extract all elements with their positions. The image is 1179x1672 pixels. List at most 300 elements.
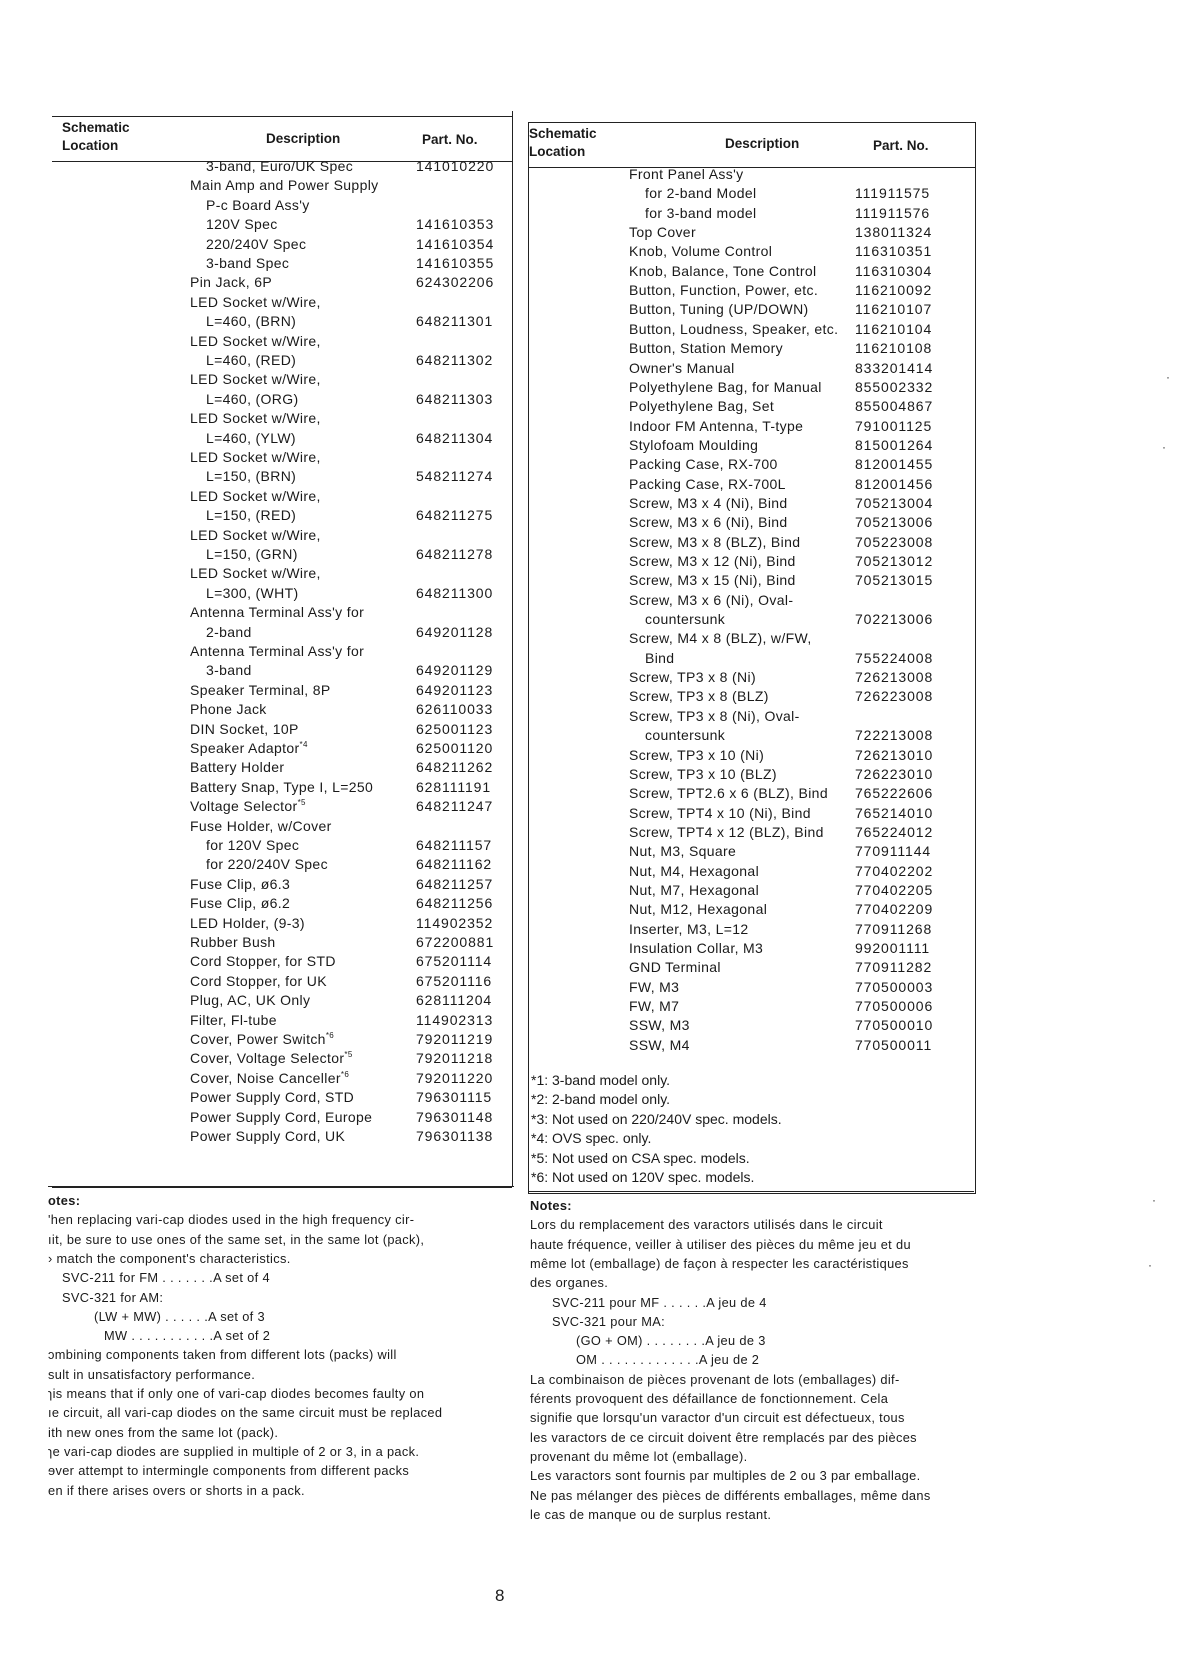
part-description: Packing Case, RX-700 (629, 456, 778, 473)
part-description: FW, M3 (629, 978, 680, 995)
header-part-no: Part. No. (873, 138, 929, 153)
footnote: *2: 2-band model only. (531, 1091, 671, 1108)
table-row (52, 991, 512, 1010)
part-description: Screw, TP3 x 10 (BLZ) (629, 765, 777, 782)
note-line: Lors du remplacement des varactors utilisés dans le circuit (530, 1217, 883, 1233)
note-line: La combinaison de pièces provenant de lots (emballages) dif- (530, 1371, 900, 1387)
part-number: 770402202 (855, 862, 934, 879)
part-description: LED Socket w/Wire, (190, 410, 321, 427)
part-description: Antenna Terminal Ass'y for (190, 604, 365, 621)
part-number: 770500010 (855, 1017, 934, 1034)
part-number: 675201116 (416, 972, 493, 989)
part-number: 138011324 (855, 224, 933, 241)
part-number: 116210107 (855, 301, 933, 318)
note-line: sult in unsatisfactory performance. (48, 1366, 256, 1382)
part-number: 705213015 (855, 572, 934, 589)
part-description: 3-band, Euro/UK Spec (206, 158, 354, 174)
part-description: Screw, M3 x 4 (Ni), Bind (629, 494, 788, 511)
part-description: Power Supply Cord, Europe (190, 1108, 373, 1125)
part-number: 812001456 (855, 475, 934, 492)
table-row (529, 958, 975, 977)
note-line: ith new ones from the same lot (pack). (48, 1424, 279, 1440)
part-description: GND Terminal (629, 959, 721, 976)
scan-speck: · (1152, 1193, 1156, 1207)
part-description: Button, Tuning (UP/DOWN) (629, 301, 809, 318)
part-description: 2-band (206, 623, 252, 640)
part-number: 705213004 (855, 494, 934, 511)
table-row (529, 881, 975, 900)
table-row (529, 300, 975, 319)
part-number: 626110033 (416, 701, 494, 718)
table-row (529, 591, 975, 610)
note-line: OM . . . . . . . . . . . . .A jeu de 2 (576, 1352, 760, 1368)
table-row (52, 720, 512, 739)
note-line: des organes. (530, 1275, 609, 1291)
part-description: Screw, M4 x 8 (BLZ), w/FW, (629, 630, 812, 647)
table-row (52, 933, 512, 952)
part-description: Fuse Holder, w/Cover (190, 817, 332, 834)
table-row (52, 370, 512, 389)
header-schematic-location: Schematic Location (62, 120, 130, 153)
part-description: L=150, (GRN) (206, 546, 298, 562)
note-line: SVC-211 for FM . . . . . . .A set of 4 (62, 1270, 270, 1286)
table-row (52, 642, 512, 661)
table-row (52, 1088, 512, 1107)
table-row (529, 842, 975, 861)
table-row (529, 242, 975, 261)
table-row (52, 467, 512, 486)
table-row (52, 429, 512, 448)
table-row (52, 1127, 512, 1146)
part-number: 705213006 (855, 514, 934, 531)
part-description: Battery Holder (190, 759, 285, 776)
part-number: 648211257 (416, 875, 494, 892)
table-row (52, 661, 512, 680)
table-row (52, 855, 512, 874)
part-description: Polyethylene Bag, for Manual (629, 378, 822, 395)
table-row (529, 552, 975, 571)
table-row (529, 687, 975, 706)
part-number: 648211157 (416, 837, 493, 853)
table-row (52, 332, 512, 351)
part-description: Filter, Fl-tube (190, 1011, 277, 1028)
part-description: Screw, M3 x 15 (Ni), Bind (629, 572, 796, 589)
note-line: haute fréquence, veiller à utiliser des pièces du même jeu et du (530, 1236, 911, 1252)
table-row (52, 797, 512, 816)
scan-speck: · (1148, 1258, 1152, 1272)
table-row (529, 417, 975, 436)
table-row (529, 455, 975, 474)
table-row (529, 165, 975, 184)
part-number: 625001120 (416, 740, 494, 756)
table-row (529, 862, 975, 881)
part-description: LED Socket w/Wire, (190, 487, 321, 504)
footnote: *4: OVS spec. only. (531, 1130, 652, 1147)
part-description: Screw, TPT4 x 10 (Ni), Bind (629, 804, 811, 821)
part-description: 120V Spec (206, 216, 278, 233)
part-number: 726213010 (855, 746, 934, 763)
table-row (52, 293, 512, 312)
table-row (52, 836, 512, 855)
table-row (52, 196, 512, 215)
part-description: SSW, M4 (629, 1036, 690, 1053)
part-description: L=150, (RED) (206, 507, 297, 524)
table-row (52, 487, 512, 506)
table-row (529, 359, 975, 378)
part-description: Power Supply Cord, STD (190, 1089, 355, 1106)
part-number: 114902313 (416, 1011, 494, 1028)
part-description: L=150, (BRN) (206, 468, 297, 485)
part-description: Button, Station Memory (629, 340, 783, 357)
table-row (52, 526, 512, 545)
part-number: 705223008 (855, 533, 934, 550)
table-row (529, 184, 975, 203)
table-row (529, 397, 975, 416)
part-description: LED Socket w/Wire, (190, 565, 321, 582)
part-description: Knob, Balance, Tone Control (629, 262, 817, 279)
part-number: 765224012 (855, 823, 934, 840)
part-description: for 120V Spec (206, 837, 300, 853)
part-description: Fuse Clip, ø6.3 (190, 875, 291, 892)
part-description: Nut, M12, Hexagonal (629, 901, 768, 918)
part-description: Screw, M3 x 6 (Ni), Bind (629, 514, 788, 531)
part-number: 648211303 (416, 390, 494, 407)
table-row (52, 390, 512, 409)
part-description: Phone Jack (190, 701, 267, 718)
part-description: LED Socket w/Wire, (190, 293, 321, 310)
part-number: 812001455 (855, 456, 934, 473)
part-description: Bind (645, 649, 675, 666)
part-number: 648211256 (416, 895, 494, 912)
part-description: L=460, (BRN) (206, 313, 297, 330)
part-description: Front Panel Ass'y (629, 166, 744, 182)
part-description: Button, Loudness, Speaker, etc. (629, 320, 839, 337)
part-description: Owner's Manual (629, 359, 735, 376)
table-row (52, 758, 512, 777)
footnote: *1: 3-band model only. (531, 1072, 671, 1088)
part-description: 3-band (206, 662, 252, 679)
table-row (529, 610, 975, 629)
part-description: L=460, (YLW) (206, 429, 296, 446)
table-row (52, 972, 512, 991)
part-number: 992001111 (855, 940, 931, 956)
part-description: Nut, M4, Hexagonal (629, 862, 760, 879)
footnote: *5: Not used on CSA spec. models. (531, 1149, 750, 1166)
table-row (529, 629, 975, 648)
note-line: ɔmbining components taken from different lots (packs) will (48, 1347, 397, 1363)
table-header (52, 117, 512, 162)
header-description: Description (266, 131, 341, 146)
part-number: 770911282 (855, 959, 933, 976)
parts-table-right (528, 122, 976, 1194)
part-description: L=460, (RED) (206, 352, 297, 368)
part-description: Plug, AC, UK Only (190, 992, 311, 1009)
part-description: for 2-band Model (645, 185, 757, 202)
part-description: Cover, Power Switch$^{*6}$ (190, 1031, 335, 1047)
part-number: 648211247 (416, 798, 494, 815)
part-number: 648211275 (416, 507, 494, 524)
part-number: 705213012 (855, 553, 934, 569)
part-description: Voltage Selector$^{*5}$ (190, 798, 306, 815)
table-row (52, 215, 512, 234)
part-description: SSW, M3 (629, 1017, 690, 1034)
table-row (52, 875, 512, 894)
note-line: en if there arises overs or shorts in a pack. (48, 1482, 305, 1498)
part-number: 649201123 (416, 681, 494, 698)
part-number: 141010220 (416, 158, 495, 174)
header-part-no: Part. No. (422, 132, 478, 147)
table-row (529, 804, 975, 823)
part-description: Screw, M3 x 12 (Ni), Bind (629, 553, 796, 569)
part-number: 111911576 (855, 204, 931, 221)
scan-speck: · (1166, 370, 1170, 384)
part-number: 648211278 (416, 546, 494, 562)
note-line: Ne pas mélanger des pièces de différents emballages, même dans (530, 1487, 931, 1503)
part-description: Screw, TPT2.6 x 6 (BLZ), Bind (629, 785, 828, 802)
part-description: P-c Board Ass'y (206, 196, 310, 213)
part-description: Battery Snap, Type I, L=250 (190, 778, 374, 795)
table-row (529, 1036, 975, 1055)
part-description: 220/240V Spec (206, 235, 307, 252)
table-row (529, 475, 975, 494)
table-row (52, 506, 512, 525)
part-description: Speaker Adaptor$^{*4}$ (190, 740, 308, 756)
part-number: 702213006 (855, 611, 934, 628)
table-row (52, 312, 512, 331)
part-description: Cover, Voltage Selector$^{*5}$ (190, 1050, 353, 1067)
note-line: même lot (emballage) de façon à respecter les caractéristiques (530, 1255, 909, 1271)
part-description: Cover, Noise Canceller$^{*6}$ (190, 1069, 350, 1086)
part-description: LED Socket w/Wire, (190, 526, 321, 543)
part-description: Knob, Volume Control (629, 243, 773, 260)
table-row (529, 223, 975, 242)
table-row (529, 281, 975, 300)
table-row (529, 939, 975, 958)
note-line: ɿis means that if only one of vari-cap diodes becomes faulty on (48, 1386, 425, 1401)
table-row (52, 235, 512, 254)
part-number: 722213008 (855, 727, 934, 744)
part-description: LED Holder, (9-3) (190, 914, 305, 931)
notes-title: Notes: (530, 1198, 572, 1213)
part-number: 855002332 (855, 378, 934, 395)
table-row (52, 739, 512, 758)
part-number: 649201129 (416, 662, 494, 679)
part-number: 770402209 (855, 901, 934, 918)
part-number: 116310304 (855, 262, 933, 279)
part-description: Insulation Collar, M3 (629, 940, 764, 956)
table-row (529, 978, 975, 997)
note-line: ıit, be sure to use ones of the same set, in the same lot (pack), (48, 1231, 425, 1247)
table-row (52, 700, 512, 719)
part-description: Screw, TP3 x 8 (Ni), Oval- (629, 707, 800, 724)
table-row (52, 1011, 512, 1030)
table-row (529, 707, 975, 726)
part-description: DIN Socket, 10P (190, 720, 299, 737)
part-number: 116210108 (855, 340, 933, 357)
table-row (52, 914, 512, 933)
table-row (529, 920, 975, 939)
part-description: Polyethylene Bag, Set (629, 398, 775, 415)
header-schematic-location: Schematic Location (529, 126, 597, 159)
part-description: Screw, M3 x 6 (Ni), Oval- (629, 591, 794, 608)
part-description: for 3-band model (645, 204, 757, 221)
table-row (52, 157, 512, 176)
note-line: signifie que lorsqu'un varactor d'un circuit est défectueux, tous (530, 1410, 905, 1426)
table-row (52, 1069, 512, 1088)
table-row (52, 952, 512, 971)
part-number: 114902352 (416, 914, 494, 931)
part-number: 770402205 (855, 881, 934, 898)
footnote: *6: Not used on 120V spec. models. (531, 1169, 755, 1185)
table-row (52, 254, 512, 273)
part-description: for 220/240V Spec (206, 856, 328, 873)
table-row (529, 900, 975, 919)
table-header (529, 123, 975, 168)
table-row (52, 584, 512, 603)
part-description: Screw, TP3 x 8 (Ni) (629, 669, 756, 686)
part-description: Nut, M7, Hexagonal (629, 881, 760, 898)
part-number: 796301148 (416, 1108, 494, 1125)
notes-rule (48, 1186, 514, 1187)
part-description: Screw, TP3 x 8 (BLZ) (629, 688, 769, 705)
part-number: 755224008 (855, 649, 934, 666)
part-description: Button, Function, Power, etc. (629, 282, 819, 299)
table-row (529, 262, 975, 281)
table-row (529, 823, 975, 842)
notes-rule (528, 1191, 974, 1192)
table-row (529, 668, 975, 687)
part-number: 141610354 (416, 235, 495, 252)
note-line: provenant du même lot (emballage). (530, 1448, 748, 1464)
note-line: SVC-211 pour MF . . . . . .A jeu de 4 (552, 1294, 767, 1310)
table-row (52, 448, 512, 467)
table-row (52, 778, 512, 797)
part-description: LED Socket w/Wire, (190, 449, 321, 465)
table-row (529, 765, 975, 784)
part-number: 855004867 (855, 398, 934, 415)
part-number: 792011219 (416, 1031, 494, 1047)
table-row (52, 603, 512, 622)
part-description: Cord Stopper, for UK (190, 972, 327, 989)
part-number: 648211304 (416, 429, 494, 446)
part-number: 675201114 (416, 953, 493, 970)
table-row (529, 533, 975, 552)
scan-speck: · (1162, 440, 1166, 454)
part-number: 648211300 (416, 584, 494, 601)
part-description: Cord Stopper, for STD (190, 953, 336, 970)
table-row (529, 571, 975, 590)
part-description: L=300, (WHT) (206, 584, 299, 601)
table-row (529, 339, 975, 358)
table-row (529, 997, 975, 1016)
note-line: › match the component's characteristics. (48, 1250, 291, 1266)
part-description: Stylofoam Moulding (629, 436, 759, 453)
part-description: Speaker Terminal, 8P (190, 681, 331, 698)
part-number: 111911575 (855, 185, 931, 202)
table-row (52, 681, 512, 700)
page-number: 8 (495, 1586, 505, 1605)
table-row (52, 351, 512, 370)
part-number: 770500006 (855, 998, 934, 1015)
part-number: 116210092 (855, 282, 933, 299)
table-row (529, 378, 975, 397)
table-row (529, 746, 975, 765)
part-number: 770500011 (855, 1036, 933, 1053)
table-row (52, 545, 512, 564)
part-description: Top Cover (629, 224, 696, 241)
note-line: (LW + MW) . . . . . .A set of 3 (94, 1308, 265, 1324)
part-description: Packing Case, RX-700L (629, 475, 786, 492)
part-number: 765222606 (855, 785, 934, 802)
part-number: 833201414 (855, 359, 934, 376)
part-number: 791001125 (855, 417, 933, 434)
part-number: 116210104 (855, 320, 933, 337)
table-row (529, 1016, 975, 1035)
part-number: 796301138 (416, 1128, 494, 1144)
part-description: 3-band Spec (206, 255, 290, 271)
part-description: Pin Jack, 6P (190, 274, 273, 291)
table-row (52, 1049, 512, 1068)
table-row (52, 1030, 512, 1049)
parts-table-left (52, 116, 512, 1188)
note-line: le cas de manque ou de surplus restant. (530, 1506, 772, 1522)
part-number: 625001123 (416, 720, 494, 737)
part-number: 648211162 (416, 856, 493, 873)
part-number: 141610355 (416, 255, 495, 271)
part-number: 770911144 (855, 843, 932, 860)
part-description: FW, M7 (629, 998, 680, 1015)
note-line: SVC-321 pour MA: (552, 1313, 665, 1329)
note-line: ıe circuit, all vari-cap diodes on the same circuit must be replaced (48, 1405, 443, 1421)
footnote: *3: Not used on 220/240V spec. models. (531, 1110, 782, 1127)
part-number: 624302206 (416, 274, 495, 291)
table-row (529, 320, 975, 339)
part-number: 770911268 (855, 920, 933, 937)
part-number: 796301115 (416, 1089, 493, 1106)
note-line: (GO + OM) . . . . . . . .A jeu de 3 (576, 1333, 766, 1349)
part-number: 792011218 (416, 1050, 494, 1067)
part-number: 548211274 (416, 468, 494, 485)
note-line: 'hen replacing vari-cap diodes used in the high frequency cir- (48, 1212, 415, 1228)
note-line: les varactors de ce circuit doivent être remplacés par des pièces (530, 1429, 917, 1445)
table-row (52, 817, 512, 836)
part-description: Screw, TPT4 x 12 (BLZ), Bind (629, 823, 824, 840)
note-line: férents provoquent des défaillance de fonctionnement. Cela (530, 1391, 889, 1406)
part-number: 672200881 (416, 934, 495, 950)
part-number: 141610353 (416, 216, 495, 233)
header-description: Description (725, 136, 800, 151)
part-number: 792011220 (416, 1069, 494, 1086)
note-line: Les varactors sont fournis par multiples de 2 ou 3 par emballage. (530, 1468, 921, 1484)
part-description: Power Supply Cord, UK (190, 1128, 346, 1144)
part-description: countersunk (645, 611, 726, 628)
part-description: Screw, M3 x 8 (BLZ), Bind (629, 533, 801, 550)
part-description: Inserter, M3, L=12 (629, 920, 749, 937)
part-description: Nut, M3, Square (629, 843, 737, 860)
part-number: 628111204 (416, 992, 493, 1009)
part-number: 648211302 (416, 352, 494, 368)
part-description: Rubber Bush (190, 934, 276, 950)
part-description: Screw, TP3 x 10 (Ni) (629, 746, 765, 763)
table-row (529, 513, 975, 532)
part-description: Indoor FM Antenna, T-type (629, 417, 804, 434)
table-row (52, 894, 512, 913)
note-line: SVC-321 for AM: (62, 1289, 164, 1305)
table-row (529, 784, 975, 803)
table-row (52, 409, 512, 428)
table-row (529, 726, 975, 745)
table-row (529, 204, 975, 223)
